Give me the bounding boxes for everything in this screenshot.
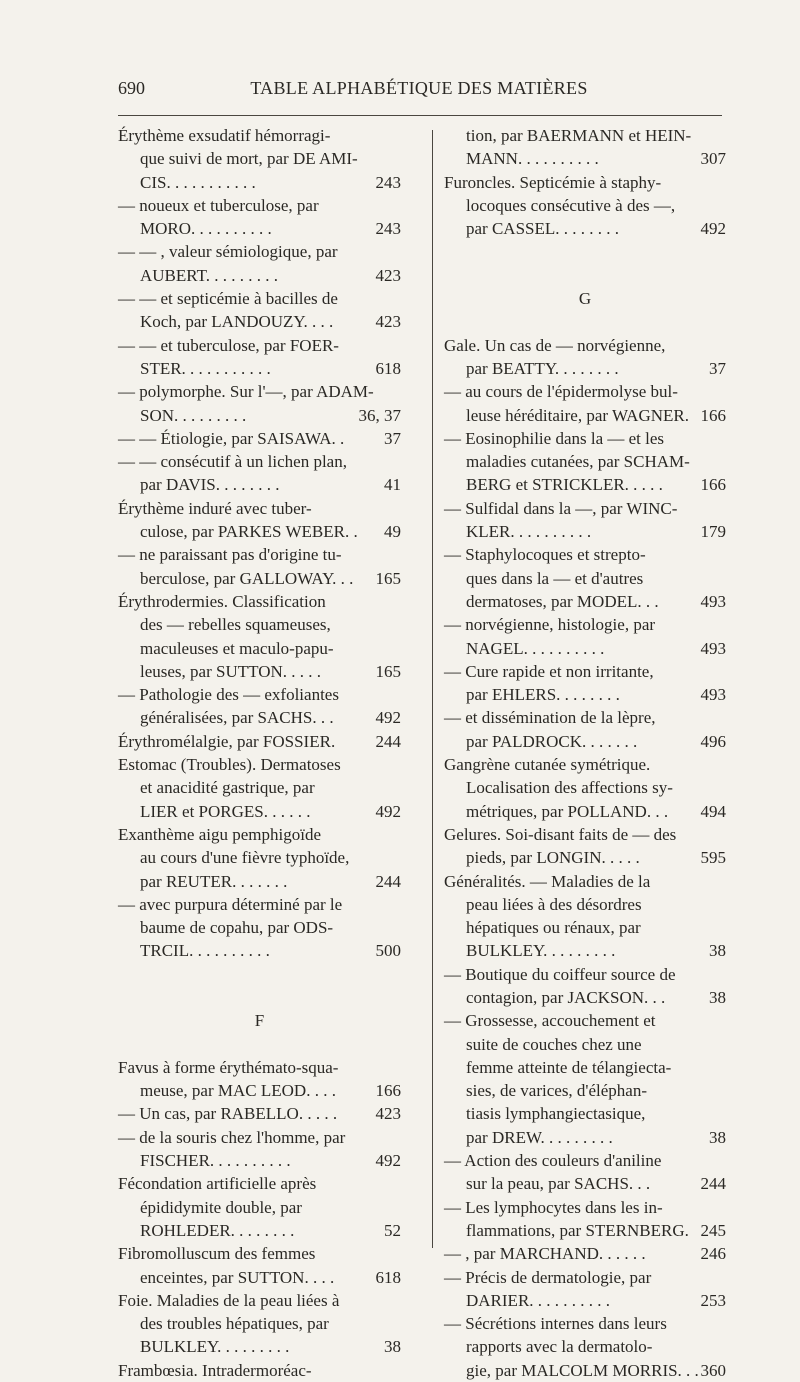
index-entry-text: ROHLEDER. . . . . . . . [140, 1220, 295, 1240]
index-entry-line [444, 939, 726, 962]
index-entry-line [118, 567, 401, 590]
index-page-ref: 165 [375, 568, 401, 588]
index-entry-text: — noueux et tuberculose, par [118, 195, 319, 215]
index-entry-line [118, 124, 401, 147]
index-entry-line [444, 1009, 726, 1032]
index-entry-line [118, 939, 401, 962]
index-entry-text: des — rebelles squameuses, [140, 615, 331, 635]
index-entry-text: — Grossesse, accouchement et [444, 1011, 656, 1031]
index-entry-text: ques dans la — et d'autres [466, 568, 644, 588]
index-entry-line [118, 1196, 401, 1219]
index-entry-line [118, 334, 401, 357]
index-column-left [118, 124, 401, 1382]
index-page-ref: 244 [375, 731, 401, 751]
index-entry-line [444, 846, 726, 869]
index-entry-text: et anacidité gastrique, par [140, 778, 315, 798]
section-letter-text: F [254, 1011, 265, 1031]
index-entry-text: leuse héréditaire, par WAGNER. [466, 405, 689, 425]
index-page-ref: 493 [700, 591, 726, 611]
index-entry-line [118, 264, 401, 287]
section-letter [444, 287, 726, 310]
index-entry-line [444, 380, 726, 403]
index-entry-line [444, 147, 726, 170]
index-entry-line [444, 1102, 726, 1125]
index-entry-line [118, 916, 401, 939]
index-entry-text: — Sulfidal dans la —, par WINC- [444, 498, 678, 518]
index-entry-line [444, 194, 726, 217]
index-entry-text: dermatoses, par MODEL. . . [466, 591, 659, 611]
index-entry-line [118, 194, 401, 217]
index-page-ref: 618 [375, 358, 401, 378]
index-entry-line [118, 240, 401, 263]
index-entry-text: Foie. Maladies de la peau liées à [118, 1290, 340, 1310]
index-page-ref: 253 [700, 1290, 726, 1310]
index-entry-line [118, 706, 401, 729]
index-page-ref: 492 [375, 708, 401, 728]
index-entry-line [444, 1312, 726, 1335]
index-entry-line [444, 1266, 726, 1289]
index-entry-text: CIS. . . . . . . . . . . [140, 172, 256, 192]
index-entry-text: — Précis de dermatologie, par [444, 1267, 652, 1287]
index-entry-line [118, 497, 401, 520]
index-entry-line [118, 404, 401, 427]
index-entry-text: par DREW. . . . . . . . . [466, 1127, 613, 1147]
index-entry-text: Frambœsia. Intradermoréac- [118, 1360, 312, 1380]
column-divider [432, 130, 433, 1248]
index-page-ref: 179 [700, 522, 726, 542]
index-page-ref: 493 [700, 638, 726, 658]
index-entry-line [444, 637, 726, 660]
index-page-ref: 165 [375, 661, 401, 681]
index-page-ref: 492 [375, 1151, 401, 1171]
index-entry-line [118, 1335, 401, 1358]
index-entry-text: métriques, par POLLAND. . . [466, 801, 669, 821]
index-entry-line [444, 217, 726, 240]
index-entry-text: généralisées, par SACHS. . . [140, 708, 334, 728]
index-entry-line [444, 310, 726, 333]
index-page-ref: 41 [384, 475, 401, 495]
index-entry-line [444, 1126, 726, 1149]
index-entry-line [118, 1266, 401, 1289]
index-page-ref: 37 [709, 358, 726, 378]
index-entry-line [444, 1172, 726, 1195]
index-entry-text: — polymorphe. Sur l'—, par ADAM- [118, 382, 374, 402]
index-entry-line [118, 1056, 401, 1079]
index-entry-text: — Cure rapide et non irritante, [444, 661, 654, 681]
index-entry-text: — Les lymphocytes dans les in- [444, 1197, 663, 1217]
index-entry-line [444, 590, 726, 613]
index-entry-text: DARIER. . . . . . . . . . [466, 1290, 611, 1310]
index-entry-text: flammations, par STERNBERG. [466, 1220, 689, 1240]
index-entry-text: Généralités. — Maladies de la [444, 871, 651, 891]
index-entry-text: TRCIL. . . . . . . . . . [140, 941, 270, 961]
index-entry-text: femme atteinte de télangiecta- [466, 1057, 672, 1077]
index-entry-line [444, 1335, 726, 1358]
index-page-ref: 244 [375, 871, 401, 891]
index-entry-text: berculose, par GALLOWAY. . . [140, 568, 354, 588]
index-entry-line [444, 916, 726, 939]
index-entry-line [118, 147, 401, 170]
index-entry-text: maculeuses et maculo-papu- [140, 638, 334, 658]
index-entry-line [118, 637, 401, 660]
index-entry-text: Fibromolluscum des femmes [118, 1244, 316, 1264]
index-entry-text: tiasis lymphangiectasique, [466, 1104, 646, 1124]
index-entry-line [118, 543, 401, 566]
index-entry-line [118, 846, 401, 869]
index-entry-text: STER. . . . . . . . . . . [140, 358, 271, 378]
index-entry-text: — — et tuberculose, par FOER- [118, 335, 339, 355]
index-entry-line [118, 1033, 401, 1056]
index-entry-text: — Eosinophilie dans la — et les [444, 428, 665, 448]
index-entry-line [444, 1359, 726, 1382]
index-entry-line [444, 473, 726, 496]
index-page-ref: 37 [384, 428, 401, 448]
index-entry-text: baume de copahu, par ODS- [140, 918, 334, 938]
index-entry-line [118, 427, 401, 450]
index-entry-text: BERG et STRICKLER. . . . . [466, 475, 663, 495]
index-entry-text: — Un cas, par RABELLO. . . . . [118, 1104, 338, 1124]
index-entry-line [444, 567, 726, 590]
index-entry-text: FISCHER. . . . . . . . . . [140, 1151, 291, 1171]
index-entry-text: — au cours de l'épidermolyse bul- [444, 382, 678, 402]
index-entry-line [444, 1196, 726, 1219]
index-entry-text: — — et septicémie à bacilles de [118, 289, 338, 309]
index-entry-line [444, 823, 726, 846]
index-page-ref: 36, 37 [358, 405, 401, 425]
index-entry-text: Furoncles. Septicémie à staphy- [444, 172, 662, 192]
index-entry-line [444, 1033, 726, 1056]
index-entry-line [444, 730, 726, 753]
index-entry-line [444, 893, 726, 916]
index-entry-text: sur la peau, par SACHS. . . [466, 1174, 651, 1194]
index-entry-text: KLER. . . . . . . . . . [466, 522, 592, 542]
index-page-ref: 166 [375, 1081, 401, 1101]
index-entry-line [118, 893, 401, 916]
index-entry-text: — Action des couleurs d'aniline [444, 1151, 662, 1171]
index-page-ref: 494 [700, 801, 726, 821]
index-entry-text: — et dissémination de la lèpre, [444, 708, 656, 728]
index-entry-line [444, 986, 726, 1009]
index-entry-text: — de la souris chez l'homme, par [118, 1127, 346, 1147]
index-entry-line [118, 590, 401, 613]
index-entry-line [444, 1056, 726, 1079]
index-page-ref: 496 [700, 731, 726, 751]
index-entry-text: Gelures. Soi-disant faits de — des [444, 824, 677, 844]
index-entry-line [444, 427, 726, 450]
index-entry-text: — — Étiologie, par SAISAWA. . [118, 428, 345, 448]
index-entry-text: locoques consécutive à des —, [466, 195, 676, 215]
index-entry-text: — Pathologie des — exfoliantes [118, 685, 339, 705]
index-page-ref: 38 [384, 1337, 401, 1357]
index-entry-line [444, 870, 726, 893]
index-entry-text: Localisation des affections sy- [466, 778, 673, 798]
index-entry-text: Fécondation artificielle après [118, 1174, 317, 1194]
index-entry-line [118, 1242, 401, 1265]
index-entry-line [118, 823, 401, 846]
index-page-ref: 243 [375, 172, 401, 192]
index-entry-line [118, 450, 401, 473]
index-entry-text: — avec purpura déterminé par le [118, 894, 343, 914]
index-entry-line [444, 240, 726, 263]
index-entry-line [118, 171, 401, 194]
index-entry-text: — Boutique du coiffeur source de [444, 964, 676, 984]
index-entry-line [444, 124, 726, 147]
index-entry-text: LIER et PORGES. . . . . . [140, 801, 311, 821]
index-entry-line [118, 870, 401, 893]
index-entry-text: Favus à forme érythémato-squa- [118, 1057, 339, 1077]
index-entry-text: par PALDROCK. . . . . . . [466, 731, 638, 751]
index-page-ref: 38 [709, 1127, 726, 1147]
index-entry-line [118, 1219, 401, 1242]
page-header [118, 78, 720, 102]
index-entry-line [444, 1242, 726, 1265]
index-entry-text: pieds, par LONGIN. . . . . [466, 848, 640, 868]
index-entry-line [444, 334, 726, 357]
index-page-ref: 52 [384, 1220, 401, 1240]
index-entry-line [118, 963, 401, 986]
index-entry-text: peau liées à des désordres [466, 894, 642, 914]
index-entry-text: par DAVIS. . . . . . . . [140, 475, 280, 495]
index-entry-line [444, 404, 726, 427]
index-entry-text: au cours d'une fièvre typhoïde, [140, 848, 350, 868]
index-entry-text: leuses, par SUTTON. . . . . [140, 661, 321, 681]
index-entry-text: MORO. . . . . . . . . . [140, 219, 272, 239]
index-entry-text: culose, par PARKES WEBER. . [140, 522, 358, 542]
page-title: TABLE ALPHABÉTIQUE DES MATIÈRES [250, 78, 588, 98]
index-page-ref: 307 [700, 149, 726, 169]
index-page-ref: 245 [700, 1220, 726, 1240]
index-entry-line [118, 800, 401, 823]
index-page-ref: 244 [700, 1174, 726, 1194]
index-entry-line [118, 683, 401, 706]
index-entry-line [444, 1149, 726, 1172]
index-page-ref: 38 [709, 941, 726, 961]
index-page-ref: 166 [700, 405, 726, 425]
index-entry-text: SON. . . . . . . . . [140, 405, 247, 425]
index-page-ref: 500 [375, 941, 401, 961]
index-entry-line [118, 310, 401, 333]
index-entry-line [118, 1359, 401, 1382]
index-entry-line [444, 706, 726, 729]
index-page-ref: 246 [700, 1244, 726, 1264]
index-entry-text: AUBERT. . . . . . . . . [140, 265, 278, 285]
index-entry-line [444, 776, 726, 799]
index-page-ref: 423 [375, 265, 401, 285]
index-entry-line [118, 660, 401, 683]
index-page-ref: 243 [375, 219, 401, 239]
index-entry-line [444, 543, 726, 566]
index-entry-text: BULKLEY. . . . . . . . . [140, 1337, 290, 1357]
index-entry-text: que suivi de mort, par DE AMI- [140, 149, 358, 169]
index-entry-text: par BEATTY. . . . . . . . [466, 358, 619, 378]
index-page-ref: 493 [700, 685, 726, 705]
index-entry-text: — — , valeur sémiologique, par [118, 242, 338, 262]
index-entry-text: hépatiques ou rénaux, par [466, 918, 641, 938]
index-entry-text: Érythème exsudatif hémorragi- [118, 126, 331, 145]
index-page-ref: 492 [375, 801, 401, 821]
index-entry-line [118, 217, 401, 240]
index-entry-text: Koch, par LANDOUZY. . . . [140, 312, 334, 332]
index-entry-text: contagion, par JACKSON. . . [466, 987, 666, 1007]
index-entry-line [118, 287, 401, 310]
index-entry-text: enceintes, par SUTTON. . . . [140, 1267, 335, 1287]
index-entry-line [444, 497, 726, 520]
index-page-ref: 595 [700, 848, 726, 868]
index-entry-line [118, 520, 401, 543]
index-entry-text: — ne paraissant pas d'origine tu- [118, 545, 342, 565]
index-entry-line [118, 1079, 401, 1102]
index-entry-text: gie, par MALCOLM MORRIS. . . [466, 1360, 699, 1380]
index-entry-line [444, 613, 726, 636]
index-page-ref: 423 [375, 1104, 401, 1124]
index-entry-line [444, 683, 726, 706]
index-page-ref: 166 [700, 475, 726, 495]
index-page-ref: 423 [375, 312, 401, 332]
index-entry-line [118, 730, 401, 753]
index-entry-line [444, 264, 726, 287]
header-rule [118, 115, 722, 116]
index-entry-text: MANN. . . . . . . . . . [466, 149, 599, 169]
index-entry-line [444, 800, 726, 823]
section-letter [118, 1009, 401, 1032]
index-entry-line [444, 1289, 726, 1312]
index-page-ref: 38 [709, 987, 726, 1007]
index-entry-line [118, 986, 401, 1009]
index-entry-text: Gale. Un cas de — norvégienne, [444, 335, 666, 355]
index-entry-line [444, 1079, 726, 1102]
index-entry-text: par EHLERS. . . . . . . . [466, 685, 620, 705]
index-entry-text: meuse, par MAC LEOD. . . . [140, 1081, 336, 1101]
index-entry-text: — Sécrétions internes dans leurs [444, 1314, 667, 1334]
index-entry-text: — — consécutif à un lichen plan, [118, 452, 347, 472]
index-entry-line [118, 613, 401, 636]
index-entry-line [444, 171, 726, 194]
index-entry-text: BULKLEY. . . . . . . . . [466, 941, 616, 961]
index-entry-line [118, 1172, 401, 1195]
index-entry-text: suite de couches chez une [466, 1034, 642, 1054]
index-entry-text: rapports avec la dermatolo- [466, 1337, 653, 1357]
index-entry-line [118, 776, 401, 799]
index-page-ref: 618 [375, 1267, 401, 1287]
index-entry-text: Exanthème aigu pemphigoïde [118, 824, 321, 844]
index-entry-line [444, 450, 726, 473]
index-entry-text: NAGEL. . . . . . . . . . [466, 638, 605, 658]
index-entry-text: par REUTER. . . . . . . [140, 871, 288, 891]
index-entry-line [118, 380, 401, 403]
index-column-right [444, 124, 726, 1382]
index-entry-text: Estomac (Troubles). Dermatoses [118, 755, 341, 775]
index-entry-text: Gangrène cutanée symétrique. [444, 755, 651, 775]
index-entry-text: par CASSEL. . . . . . . . [466, 219, 619, 239]
index-entry-text: épididymite double, par [140, 1197, 302, 1217]
index-entry-text: maladies cutanées, par SCHAM- [466, 452, 690, 472]
index-entry-line [444, 520, 726, 543]
index-entry-text: sies, de varices, d'éléphan- [466, 1081, 648, 1101]
index-entry-text: tion, par BAERMANN et HEIN- [466, 126, 692, 145]
index-entry-line [118, 473, 401, 496]
index-entry-line [118, 357, 401, 380]
index-entry-line [118, 1126, 401, 1149]
index-entry-text: — , par MARCHAND. . . . . . [444, 1244, 646, 1264]
index-entry-line [118, 1289, 401, 1312]
page-number: 690 [118, 78, 145, 98]
index-entry-text: Érythrodermies. Classification [118, 591, 326, 611]
section-letter-text: G [578, 289, 592, 309]
index-page-ref: 360 [700, 1360, 726, 1380]
index-entry-line [444, 660, 726, 683]
index-entry-line [444, 1219, 726, 1242]
index-entry-text: des troubles hépatiques, par [140, 1314, 329, 1334]
index-entry-line [444, 963, 726, 986]
index-entry-text: Érythromélalgie, par FOSSIER. [118, 731, 336, 751]
index-entry-line [118, 1312, 401, 1335]
index-entry-text: Érythème induré avec tuber- [118, 498, 312, 518]
index-entry-line [118, 1102, 401, 1125]
index-page-ref: 492 [700, 219, 726, 239]
index-page-ref: 49 [384, 522, 401, 542]
index-entry-line [444, 753, 726, 776]
index-entry-line [444, 357, 726, 380]
index-entry-text: — norvégienne, histologie, par [444, 615, 656, 635]
index-entry-text: — Staphylocoques et strepto- [444, 545, 646, 565]
index-entry-line [118, 1149, 401, 1172]
index-entry-line [118, 753, 401, 776]
